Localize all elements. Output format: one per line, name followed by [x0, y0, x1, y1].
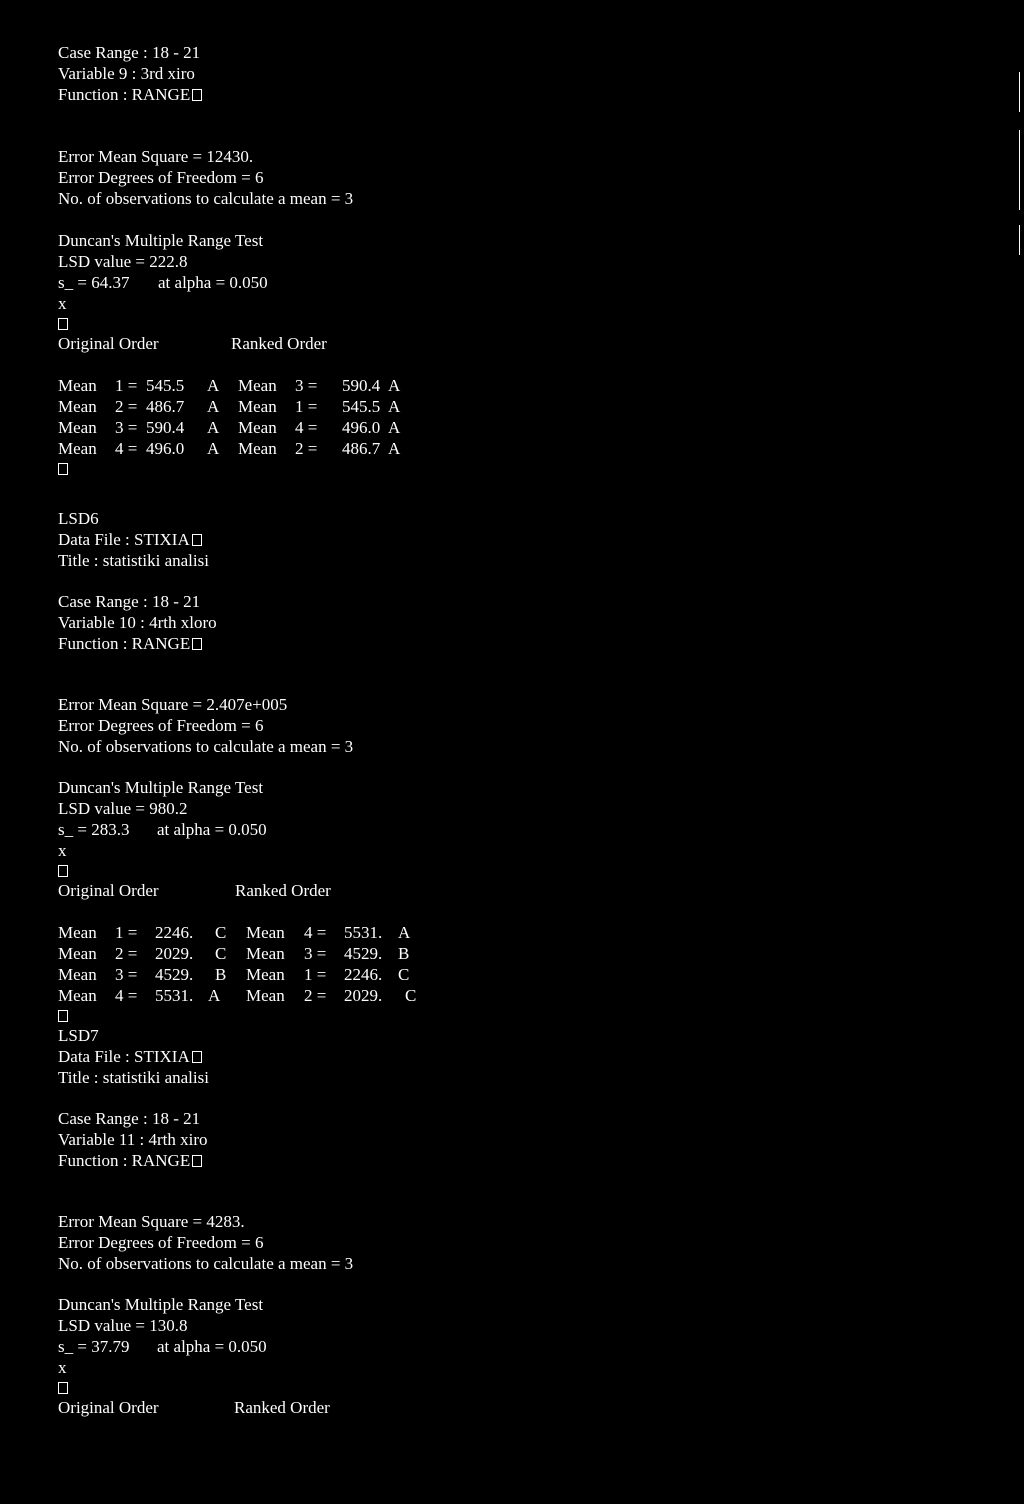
function-label	[58, 84, 202, 105]
control-char-box-icon	[58, 318, 68, 330]
mean-value: 590.4	[342, 376, 381, 395]
variable-label: Variable 11 : 4rth xiro	[58, 1130, 208, 1149]
lsd-section-title: LSD6	[58, 509, 99, 528]
control-char-box-icon	[192, 1051, 202, 1063]
group-letter: C	[215, 944, 227, 963]
mean-index: 1 =	[115, 923, 138, 942]
original-order-header: Original Order	[58, 881, 159, 900]
mean-value: 2246.	[155, 923, 194, 942]
control-char-box-icon	[192, 1155, 202, 1167]
mean-index: 4 =	[295, 418, 318, 437]
mean-index: 3 =	[304, 944, 327, 963]
scan-edge-line	[1019, 225, 1020, 255]
mean-value: 545.5	[342, 397, 381, 416]
case-range: Case Range : 18 - 21	[58, 43, 201, 62]
group-letter: A	[207, 397, 220, 416]
mean-value: 486.7	[342, 439, 381, 458]
mean-label: Mean	[246, 965, 285, 984]
function-text: Function : RANGE	[58, 1151, 191, 1170]
ranked-order-header: Ranked Order	[231, 334, 327, 353]
mean-value: 2029.	[344, 986, 383, 1005]
data-file	[58, 529, 202, 550]
original-order-header: Original Order	[58, 1398, 159, 1417]
data-file-text: Data File : STIXIA	[58, 1047, 190, 1066]
mean-label: Mean	[58, 965, 97, 984]
group-letter: C	[215, 923, 227, 942]
group-letter: B	[398, 944, 410, 963]
mean-label: Mean	[238, 439, 277, 458]
case-range: Case Range : 18 - 21	[58, 1109, 201, 1128]
alpha-level: at alpha = 0.050	[157, 820, 267, 839]
mean-index: 1 =	[295, 397, 318, 416]
error-degrees-freedom: Error Degrees of Freedom = 6	[58, 168, 264, 187]
test-name: Duncan's Multiple Range Test	[58, 1295, 264, 1314]
mean-label: Mean	[58, 986, 97, 1005]
group-letter: C	[405, 986, 417, 1005]
mean-label: Mean	[246, 944, 285, 963]
group-letter: A	[398, 923, 411, 942]
function-label	[58, 1150, 202, 1171]
error-mean-square: Error Mean Square = 4283.	[58, 1212, 245, 1231]
group-letter: A	[207, 418, 220, 437]
mean-value: 486.7	[146, 397, 185, 416]
mean-value: 545.5	[146, 376, 185, 395]
scan-edge-line	[1019, 130, 1020, 210]
mean-value: 4529.	[155, 965, 194, 984]
control-char-box-icon	[58, 463, 68, 475]
mean-value: 4529.	[344, 944, 383, 963]
data-file-text: Data File : STIXIA	[58, 530, 190, 549]
observations-per-mean: No. of observations to calculate a mean = 3	[58, 1254, 354, 1273]
mean-label: Mean	[58, 944, 97, 963]
mean-index: 4 =	[115, 986, 138, 1005]
mean-label: Mean	[58, 418, 97, 437]
analysis-title: Title : statistiki analisi	[58, 551, 209, 570]
error-mean-square: Error Mean Square = 12430.	[58, 147, 254, 166]
std-error: s_ = 64.37	[58, 273, 130, 292]
mean-label: Mean	[238, 397, 277, 416]
mean-index: 2 =	[304, 986, 327, 1005]
std-error-line	[58, 1336, 267, 1357]
lsd-section-title: LSD7	[58, 1026, 99, 1045]
group-letter: A	[388, 376, 401, 395]
group-letter: C	[398, 965, 410, 984]
original-order-header: Original Order	[58, 334, 159, 353]
mean-index: 2 =	[115, 944, 138, 963]
order-headers	[58, 333, 327, 354]
mean-index: 2 =	[115, 397, 138, 416]
mean-label: Mean	[238, 418, 277, 437]
control-char-box-icon	[58, 865, 68, 877]
lsd-value: LSD value = 130.8	[58, 1316, 188, 1335]
mean-index: 1 =	[115, 376, 138, 395]
std-error-line	[58, 819, 267, 840]
mean-index: 3 =	[115, 965, 138, 984]
error-degrees-freedom: Error Degrees of Freedom = 6	[58, 716, 264, 735]
group-letter: A	[388, 397, 401, 416]
function-text: Function : RANGE	[58, 85, 191, 104]
observations-per-mean: No. of observations to calculate a mean = 3	[58, 737, 354, 756]
mean-label: Mean	[246, 923, 285, 942]
mean-value: 590.4	[146, 418, 185, 437]
variable-label: Variable 10 : 4rth xloro	[58, 613, 217, 632]
lsd-value: LSD value = 222.8	[58, 252, 188, 271]
mean-index: 4 =	[115, 439, 138, 458]
control-char-box-icon	[192, 89, 202, 101]
mean-value: 5531.	[155, 986, 194, 1005]
control-char-box-icon	[192, 638, 202, 650]
function-label	[58, 633, 202, 654]
std-error: s_ = 37.79	[58, 1337, 130, 1356]
group-letter: A	[207, 376, 220, 395]
alpha-level: at alpha = 0.050	[157, 1337, 267, 1356]
mean-label: Mean	[58, 397, 97, 416]
order-headers	[58, 1397, 330, 1418]
data-file	[58, 1046, 202, 1067]
lsd-value: LSD value = 980.2	[58, 799, 188, 818]
mean-index: 3 =	[115, 418, 138, 437]
variable-label: Variable 9 : 3rd xiro	[58, 64, 195, 83]
x-bar-label: x	[58, 841, 67, 860]
alpha-level: at alpha = 0.050	[158, 273, 268, 292]
error-degrees-freedom: Error Degrees of Freedom = 6	[58, 1233, 264, 1252]
mean-index: 4 =	[304, 923, 327, 942]
function-text: Function : RANGE	[58, 634, 191, 653]
test-name: Duncan's Multiple Range Test	[58, 231, 264, 250]
x-bar-label: x	[58, 294, 67, 313]
mean-value: 2246.	[344, 965, 383, 984]
mean-label: Mean	[58, 376, 97, 395]
group-letter: A	[388, 439, 401, 458]
case-range: Case Range : 18 - 21	[58, 592, 201, 611]
ranked-order-header: Ranked Order	[234, 1398, 330, 1417]
mean-label: Mean	[58, 439, 97, 458]
x-bar-label: x	[58, 1358, 67, 1377]
mean-index: 2 =	[295, 439, 318, 458]
mean-value: 5531.	[344, 923, 383, 942]
mean-index: 1 =	[304, 965, 327, 984]
observations-per-mean: No. of observations to calculate a mean = 3	[58, 189, 354, 208]
group-letter: B	[215, 965, 227, 984]
mean-label: Mean	[238, 376, 277, 395]
test-name: Duncan's Multiple Range Test	[58, 778, 264, 797]
mean-label: Mean	[58, 923, 97, 942]
group-letter: A	[388, 418, 401, 437]
control-char-box-icon	[58, 1382, 68, 1394]
group-letter: A	[207, 439, 220, 458]
mean-label: Mean	[246, 986, 285, 1005]
mean-value: 2029.	[155, 944, 194, 963]
order-headers	[58, 880, 331, 901]
scan-edge-line	[1019, 72, 1020, 112]
control-char-box-icon	[58, 1010, 68, 1022]
ranked-order-header: Ranked Order	[235, 881, 331, 900]
std-error: s_ = 283.3	[58, 820, 130, 839]
group-letter: A	[208, 986, 221, 1005]
mean-value: 496.0	[146, 439, 185, 458]
mean-value: 496.0	[342, 418, 381, 437]
std-error-line	[58, 272, 268, 293]
analysis-title: Title : statistiki analisi	[58, 1068, 209, 1087]
control-char-box-icon	[192, 534, 202, 546]
error-mean-square: Error Mean Square = 2.407e+005	[58, 695, 288, 714]
mean-index: 3 =	[295, 376, 318, 395]
